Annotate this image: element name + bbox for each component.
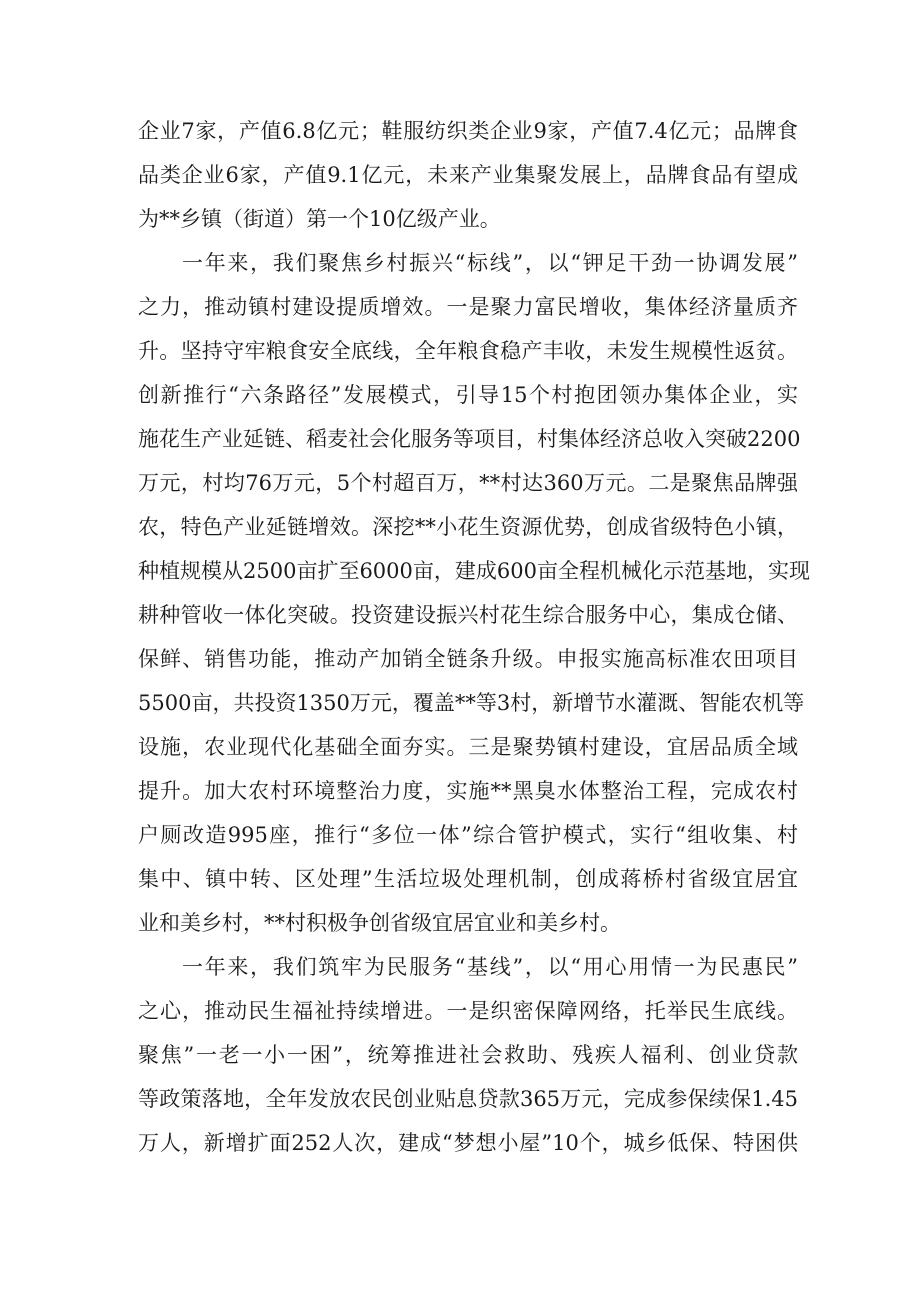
text-line: 业和美乡村，**村积极争创省级宜居宜业和美乡村。 — [138, 911, 621, 935]
text-line: 保鲜、销售功能，推动产加销全链条升级。申报实施高标准农田项目 — [138, 647, 798, 671]
text-line: 品类企业6家，产值9.1亿元，未来产业集聚发展上，品牌食品有望成 — [138, 163, 798, 187]
text-line: 耕种管收一体化突破。投资建设振兴村花生综合服务中心，集成仓储、 — [138, 603, 798, 627]
paragraph-start-line: 一年来，我们聚焦乡村振兴“标线”，以“钾足干劲一协调发展” — [182, 251, 798, 275]
text-line: 万人，新增扩面252人次，建成“梦想小屋”10个，城乡低保、特困供 — [138, 1131, 798, 1155]
text-line: 企业7家，产值6.8亿元；鞋服纺织类企业9家，产值7.4亿元；品牌食 — [138, 119, 798, 143]
text-line: 为**乡镇（街道）第一个10亿级产业。 — [138, 207, 501, 231]
text-line: 之力，推动镇村建设提质增效。一是聚力富民增收，集体经济量质齐 — [138, 295, 798, 319]
text-line: 创新推行“六条路径”发展模式，引导15个村抱团领办集体企业，实 — [138, 383, 798, 407]
text-line: 集中、镇中转、区处理”生活垃圾处理机制，创成蒋桥村省级宜居宜 — [138, 867, 798, 891]
text-line: 设施，农业现代化基础全面夯实。三是聚势镇村建设，宜居品质全域 — [138, 735, 798, 759]
text-line: 种植规模从2500亩扩至6000亩，建成600亩全程机械化示范基地，实现 — [138, 559, 810, 583]
text-line: 户厕改造995座，推行“多位一体”综合管护模式，实行“组收集、村 — [138, 823, 798, 847]
text-line: 万元，村均76万元，5个村超百万，**村达360万元。二是聚焦品牌强 — [138, 471, 798, 495]
text-line: 升。坚持守牢粮食安全底线，全年粮食稳产丰收，未发生规模性返贫。 — [138, 339, 798, 363]
text-line: 聚焦”一老一小一困”，统筹推进社会救助、残疾人福利、创业贷款 — [138, 1043, 798, 1067]
text-line: 提升。加大农村环境整治力度，实施**黑臭水体整治工程，完成农村 — [138, 779, 798, 803]
text-line: 之心，推动民生福祉持续增进。一是织密保障网络，托举民生底线。 — [138, 999, 798, 1023]
text-line: 施花生产业延链、稻麦社会化服务等项目，村集体经济总收入突破2200 — [138, 427, 801, 451]
text-line: 等政策落地，全年发放农民创业贴息贷款365万元，完成参保续保1.45 — [138, 1087, 798, 1111]
text-line: 5500亩，共投资1350万元，覆盖**等3村，新增节水灌溉、智能农机等 — [138, 691, 805, 715]
paragraph-start-line: 一年来，我们筑牢为民服务“基线”，以“用心用情一为民惠民” — [182, 955, 798, 979]
text-line: 农，特色产业延链增效。深挖**小花生资源优势，创成省级特色小镇， — [138, 515, 798, 539]
